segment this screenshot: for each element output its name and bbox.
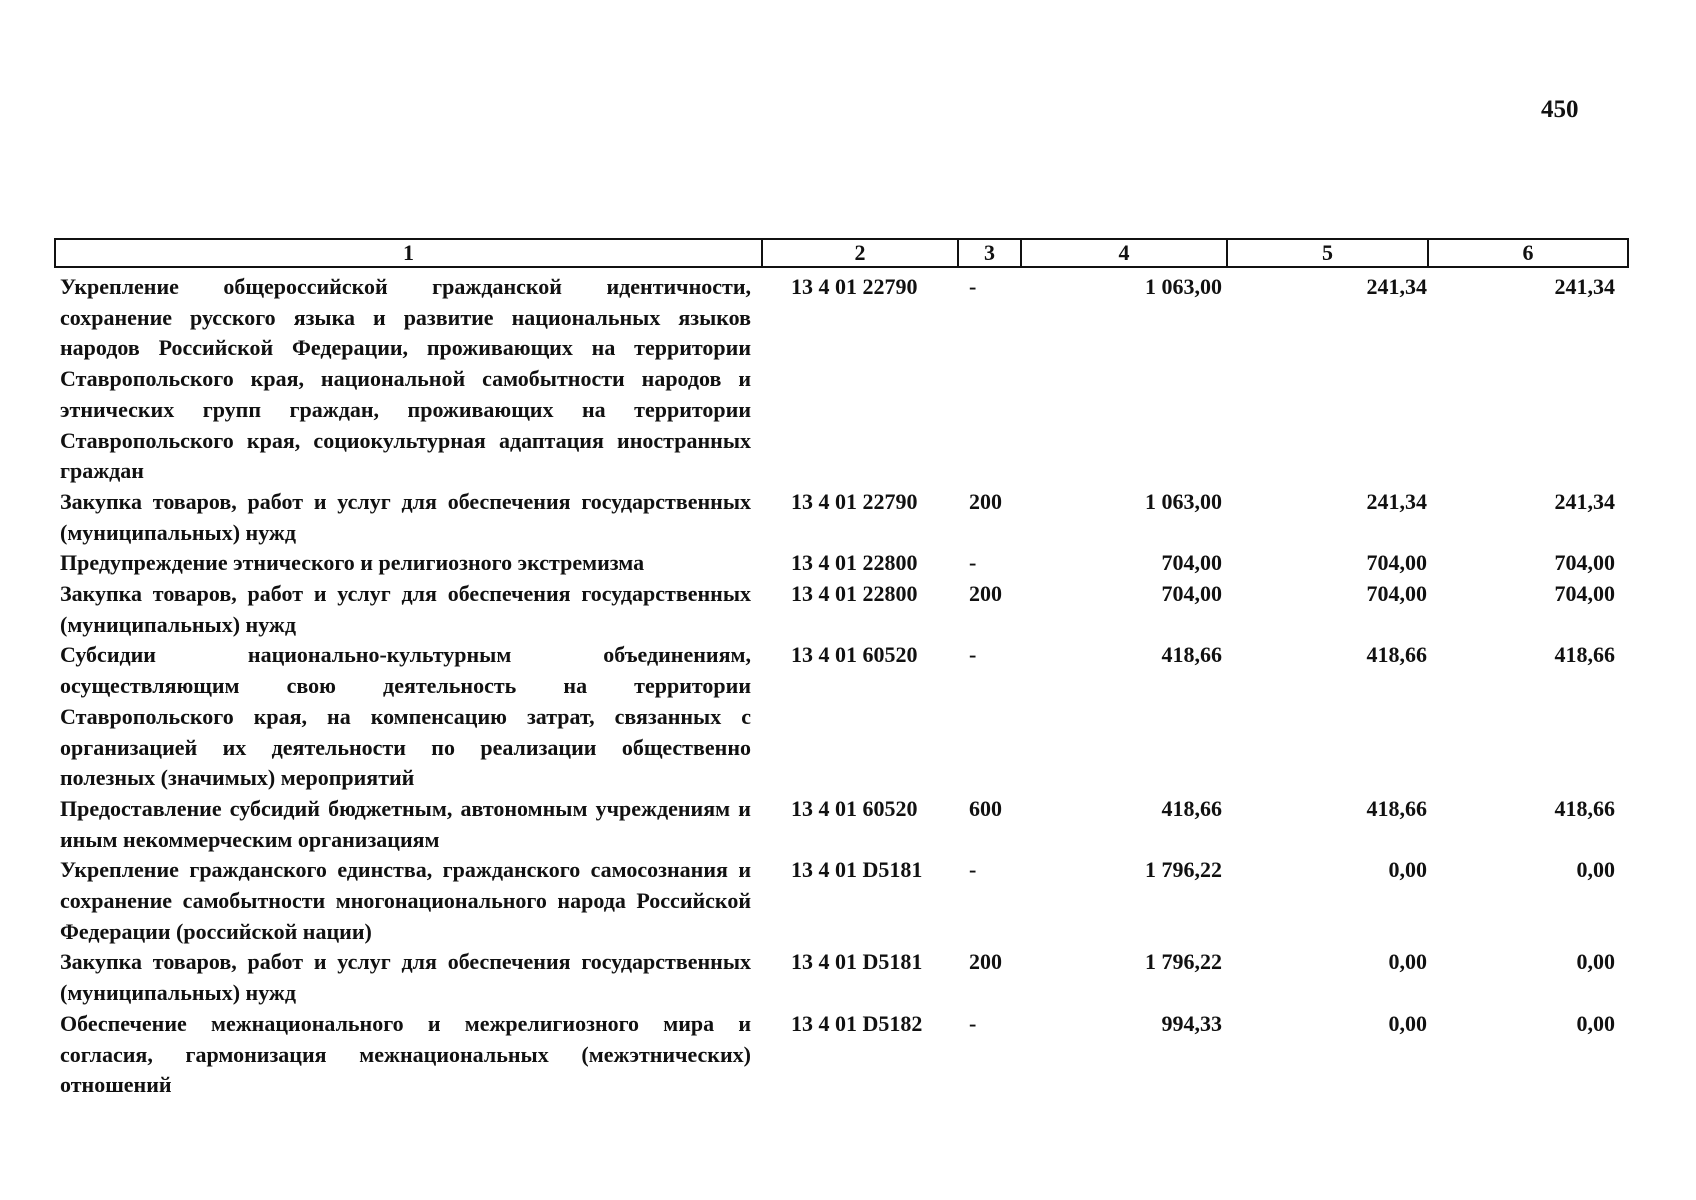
row-value-5: 704,00 (1366, 581, 1427, 607)
row-value-5: 0,00 (1388, 857, 1427, 883)
table-row (54, 548, 1627, 579)
row-value-6: 704,00 (1554, 550, 1615, 576)
row-code: 13 4 01 D5181 (791, 949, 923, 975)
row-type: 600 (969, 795, 1002, 821)
row-value-4: 704,00 (1161, 550, 1222, 576)
row-value-5: 0,00 (1388, 1010, 1427, 1036)
row-name: Закупка товаров, работ и услуг для обеспечения государственных (муниципальных) нужд (60, 488, 751, 545)
row-type: - (969, 274, 977, 299)
row-value-4: 994,33 (1161, 1010, 1222, 1036)
page-number: 450 (1541, 96, 1579, 123)
column-header-table (54, 238, 1629, 268)
row-value-6: 704,00 (1554, 581, 1615, 607)
row-code: 13 4 01 22790 (791, 274, 918, 299)
row-type: - (969, 857, 977, 883)
row-value-6: 0,00 (1576, 857, 1615, 883)
row-name: Предоставление субсидий бюджетным, автономным учреждениям и иным некоммерческим организациям (60, 795, 751, 852)
row-value-5: 0,00 (1388, 949, 1427, 975)
table-row (54, 640, 1627, 794)
row-type: 200 (969, 581, 1002, 607)
table-row (54, 794, 1627, 855)
row-value-6: 241,34 (1554, 274, 1615, 299)
row-code: 13 4 01 D5182 (791, 1010, 923, 1036)
row-code: 13 4 01 60520 (791, 795, 918, 821)
row-value-5: 418,66 (1366, 795, 1427, 821)
table-row (54, 947, 1627, 1008)
row-value-4: 1 063,00 (1145, 274, 1222, 299)
row-value-6: 0,00 (1576, 949, 1615, 975)
row-name: Укрепление гражданского единства, гражданского самосознания и сохранение самобытности многонационального народа Российской Федерации (российской нации) (60, 857, 751, 944)
row-value-5: 241,34 (1366, 274, 1427, 299)
row-name: Укрепление общероссийской гражданской идентичности, сохранение русского языка и развитие национальных языков народов Российской Федерации, проживающих на территории Ставропольского края, национальной самобытности народов и этнических групп граждан, проживающих на территории Ставропольского края, социокультурная адаптация иностранных граждан (60, 274, 751, 484)
row-value-6: 241,34 (1554, 488, 1615, 514)
table-row (54, 579, 1627, 640)
column-header-2: 2 (762, 239, 958, 267)
row-value-5: 241,34 (1366, 488, 1427, 514)
row-code: 13 4 01 22800 (791, 550, 918, 576)
column-header-row (55, 239, 1628, 267)
row-value-4: 418,66 (1161, 642, 1222, 668)
row-name: Предупреждение этнического и религиозного экстремизма (60, 550, 645, 576)
row-type: 200 (969, 949, 1002, 975)
table-row (54, 487, 1627, 548)
row-value-4: 704,00 (1161, 581, 1222, 607)
row-value-4: 1 063,00 (1145, 488, 1222, 514)
column-header-5: 5 (1227, 239, 1428, 267)
row-value-5: 418,66 (1366, 642, 1427, 668)
table-row (54, 272, 1627, 487)
row-name: Обеспечение межнационального и межрелигиозного мира и согласия, гармонизация межнациональных (межэтнических) отношений (60, 1010, 751, 1098)
row-code: 13 4 01 22790 (791, 488, 918, 514)
budget-table (54, 272, 1627, 1101)
column-header-3: 3 (958, 239, 1021, 267)
row-name: Закупка товаров, работ и услуг для обеспечения государственных (муниципальных) нужд (60, 949, 751, 1006)
table-row (54, 1009, 1627, 1101)
row-type: - (969, 550, 977, 576)
row-code: 13 4 01 22800 (791, 581, 918, 607)
row-value-4: 1 796,22 (1145, 949, 1222, 975)
row-type: 200 (969, 488, 1002, 514)
row-value-5: 704,00 (1366, 550, 1427, 576)
row-type: - (969, 1010, 977, 1036)
row-value-6: 0,00 (1576, 1010, 1615, 1036)
row-value-4: 1 796,22 (1145, 857, 1222, 883)
table-row (54, 855, 1627, 947)
row-value-6: 418,66 (1554, 642, 1615, 668)
row-code: 13 4 01 60520 (791, 642, 918, 668)
row-name: Субсидии национально-культурным объединениям, осуществляющим свою деятельность на территории Ставропольского края, на компенсацию затрат, связанных с организацией их деятельности по реализации общественно полезных (значимых) мероприятий (60, 642, 751, 791)
column-header-6: 6 (1428, 239, 1628, 267)
row-type: - (969, 642, 977, 668)
row-value-4: 418,66 (1161, 795, 1222, 821)
row-name: Закупка товаров, работ и услуг для обеспечения государственных (муниципальных) нужд (60, 581, 751, 637)
column-header-4: 4 (1021, 239, 1227, 267)
row-value-6: 418,66 (1554, 795, 1615, 821)
row-code: 13 4 01 D5181 (791, 857, 923, 883)
column-header-1: 1 (55, 239, 762, 267)
